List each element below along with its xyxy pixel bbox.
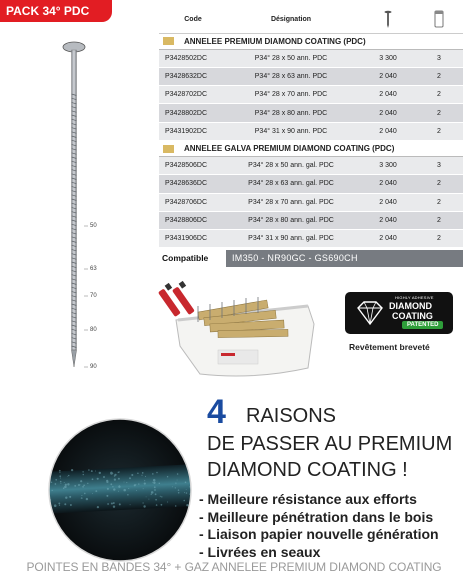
cell-box: 2 bbox=[415, 230, 463, 248]
cell-designation: P34° 28 x 80 ann. gal. PDC bbox=[221, 211, 361, 229]
cell-designation: P34° 28 x 70 ann. gal. PDC bbox=[221, 193, 361, 211]
scale-label-70: 70 bbox=[90, 293, 97, 299]
cell-designation: P34° 31 x 90 ann. gal. PDC bbox=[221, 230, 361, 248]
cell-designation: P34° 28 x 63 ann. gal. PDC bbox=[221, 175, 361, 193]
cell-designation: P34° 31 x 90 ann. PDC bbox=[221, 122, 361, 140]
cell-qty: 2 040 bbox=[361, 175, 415, 193]
compatible-label: Compatible bbox=[162, 253, 209, 263]
cell-designation: P34° 28 x 70 ann. PDC bbox=[221, 86, 361, 104]
cell-box: 2 bbox=[415, 211, 463, 229]
nail-image bbox=[30, 34, 110, 379]
raisons-title: RAISONS bbox=[246, 405, 337, 427]
canister-icon bbox=[415, 7, 463, 33]
raisons-line2: DE PASSER AU PREMIUM bbox=[207, 433, 453, 455]
nail-illustration bbox=[30, 34, 110, 374]
cell-code: P3431906DC bbox=[159, 230, 221, 248]
cell-code: P3428802DC bbox=[159, 104, 221, 122]
table-row bbox=[159, 175, 463, 193]
pack-badge: PACK 34° PDC bbox=[0, 0, 112, 22]
nail-icon bbox=[361, 7, 415, 33]
cell-qty: 2 040 bbox=[361, 104, 415, 122]
cell-code: P3428632DC bbox=[159, 67, 221, 85]
table-row bbox=[159, 86, 463, 104]
cell-designation: P34° 28 x 50 ann. gal. PDC bbox=[221, 156, 361, 174]
cell-qty: 3 300 bbox=[361, 49, 415, 67]
scale-label-50: 50 bbox=[90, 223, 97, 229]
diamond-coating-badge bbox=[345, 292, 453, 334]
scale-label-80: 80 bbox=[90, 327, 97, 333]
badge-line2: COATING bbox=[392, 311, 433, 321]
table-row bbox=[159, 193, 463, 211]
benefit-item: - Meilleure pénétration dans le bois bbox=[199, 508, 434, 525]
footer-caption: POINTES EN BANDES 34° + GAZ ANNELEE PREMIUM DIAMOND COATING bbox=[26, 560, 442, 574]
cell-qty: 3 300 bbox=[361, 156, 415, 174]
cell-qty: 2 040 bbox=[361, 211, 415, 229]
scale-label-63: 63 bbox=[90, 266, 97, 272]
cell-code: P3428636DC bbox=[159, 175, 221, 193]
raisons-line3: DIAMOND COATING ! bbox=[207, 459, 408, 481]
section-title: ANNELEE GALVA PREMIUM DIAMOND COATING (PDC) bbox=[184, 143, 395, 153]
table-row bbox=[159, 156, 463, 174]
compatible-bar bbox=[160, 250, 463, 267]
compatible-value: IM350 - NR90GC - GS690CH bbox=[226, 250, 463, 267]
badge-small-text: HIGHLY ADHESIVE bbox=[395, 295, 434, 300]
cell-box: 3 bbox=[415, 156, 463, 174]
header-code: Code bbox=[159, 7, 221, 33]
product-bucket-image bbox=[158, 276, 318, 380]
cell-designation: P34° 28 x 80 ann. PDC bbox=[221, 104, 361, 122]
table-row bbox=[159, 211, 463, 229]
cell-box: 3 bbox=[415, 49, 463, 67]
cell-code: P3428706DC bbox=[159, 193, 221, 211]
benefit-item: - Livrées en seaux bbox=[199, 543, 321, 560]
header-designation: Désignation bbox=[221, 7, 361, 33]
cell-code: P3428506DC bbox=[159, 156, 221, 174]
cell-qty: 2 040 bbox=[361, 193, 415, 211]
swatch-icon bbox=[163, 37, 174, 45]
cell-code: P3431902DC bbox=[159, 122, 221, 140]
cell-code: P3428806DC bbox=[159, 211, 221, 229]
cell-box: 2 bbox=[415, 122, 463, 140]
coating-closeup-image bbox=[48, 418, 192, 562]
cell-code: P3428702DC bbox=[159, 86, 221, 104]
cell-code: P3428502DC bbox=[159, 49, 221, 67]
table-row bbox=[159, 230, 463, 248]
benefit-item: - Liaison papier nouvelle génération bbox=[199, 526, 439, 542]
table-row bbox=[159, 49, 463, 67]
section-title: ANNELEE PREMIUM DIAMOND COATING (PDC) bbox=[184, 36, 366, 46]
cell-designation: P34° 28 x 50 ann. PDC bbox=[221, 49, 361, 67]
table-row bbox=[159, 122, 463, 140]
benefit-item: - Meilleure résistance aux efforts bbox=[199, 491, 417, 507]
benefits-list bbox=[199, 491, 467, 561]
cell-box: 2 bbox=[415, 193, 463, 211]
cell-qty: 2 040 bbox=[361, 230, 415, 248]
raisons-number: 4 bbox=[207, 393, 226, 431]
badge-line1: DIAMOND bbox=[389, 301, 432, 311]
cell-box: 2 bbox=[415, 175, 463, 193]
cell-qty: 2 040 bbox=[361, 86, 415, 104]
section-header bbox=[159, 140, 463, 156]
cell-qty: 2 040 bbox=[361, 67, 415, 85]
cell-designation: P34° 28 x 63 ann. PDC bbox=[221, 67, 361, 85]
cell-box: 2 bbox=[415, 86, 463, 104]
cell-box: 2 bbox=[415, 104, 463, 122]
scale-label-90: 90 bbox=[90, 364, 97, 370]
cell-box: 2 bbox=[415, 67, 463, 85]
table-header-row bbox=[159, 7, 463, 33]
product-table bbox=[159, 7, 463, 248]
cell-qty: 2 040 bbox=[361, 122, 415, 140]
swatch-icon bbox=[163, 145, 174, 153]
table-row bbox=[159, 67, 463, 85]
revetement-label: Revêtement breveté bbox=[349, 342, 430, 352]
patented-label: PATENTED bbox=[402, 321, 443, 329]
section-header bbox=[159, 33, 463, 49]
table-row bbox=[159, 104, 463, 122]
diamond-icon bbox=[350, 294, 390, 334]
